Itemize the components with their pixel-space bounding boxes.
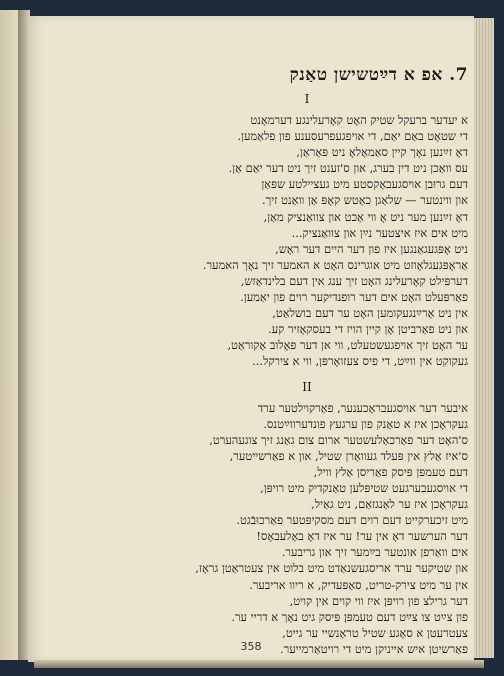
- stanza-2: [146, 400, 468, 658]
- poem-line: דער גרילצ פון רויפּן איז ווי קוים אין קויט,: [289, 593, 468, 608]
- page-block-edge: [474, 18, 494, 658]
- poem-line: אין ניט אַרײַנגעקומען האָט ער דעם בושלאַט,: [272, 306, 468, 321]
- poem-line: ס'איז אַלץ אין פּעלד געוואָרן שטיל, און א פאַרשייטער,: [229, 448, 468, 463]
- poem-line: אים וואַרפן אונטער בײַמער זיך און גריבער.: [281, 545, 468, 560]
- poem-line: דאָ זײַנען מער ניט אָ ווי אַכט און צוואַנציק מאַן,: [263, 209, 468, 224]
- poem-line: אַראָפּגעגלאָוזט מיט אוגרינס האָט א האמער זיך נאָך האמער.: [202, 257, 468, 272]
- section-numeral-1: I: [304, 92, 310, 106]
- book-bottom-edge: [34, 660, 484, 668]
- poem-line: און ווינטער — שלאַגן כאַטש קאָפּ אַן וואַנט זיך.: [262, 193, 468, 208]
- poem-line: פאַרפּעלט האָט אים דער רופנדיקער רוים פון יאַמען.: [240, 290, 468, 305]
- poem-line: איבער דער אויסגעבראָכענער, פאַרקוילטער ערד: [257, 400, 468, 415]
- poem-line: ניט אָפּגעגאַנגען איז פון דער היים דער ראָש,: [275, 241, 468, 256]
- poem-line: א יעדער ברעקל שטיק האָט קאָרעלינגע דערמאָנט: [250, 113, 468, 127]
- stanza-1: [146, 112, 468, 370]
- poem-line: געקראָכן איז ער לאַנגזאַם, ניט גאַיל,: [311, 497, 468, 512]
- section-numeral-2: II: [302, 379, 312, 394]
- poem-line: דעם גרוּבן אויסגעבאַקסטע מיט געציילטע שפּאַן: [261, 177, 468, 192]
- poem-line: דאָ זײַנען נאָך קיין סאַמאָלאָ ניט פּאַראַן,: [296, 145, 468, 160]
- poem-line: געקראָכן איז א טאַנק פון ערגעץ פונדערווײַטנס.: [263, 416, 468, 431]
- poem-line: מיט זיכערקייט דעם רוים דעם מסקיפּטער פאַרכוּבֿגט.: [236, 513, 468, 528]
- poem-line: עס וואַכן ניט דין בערג, און ס'זענט זיך ניט דער יאַם אַן.: [228, 161, 468, 176]
- poem-title: 7. אפ א דײַטשישן טאַנק: [289, 65, 468, 85]
- poem-line: צעטרעטן א סאָגע שטיל טראַנשיי ער גייט,: [282, 625, 468, 640]
- poem-line: די שטאָט באַם יאַם, די אויפגעפרעסענע פון פלאַמען.: [237, 129, 468, 144]
- book-page: [28, 16, 474, 662]
- poem-line: דעם טעמפּן פּיסק פאַריסן אַלץ וויל,: [313, 464, 468, 479]
- poem-line: דער הערשער דאָ אין ער! ער איז דאָ באַלעבאָס!: [256, 529, 468, 544]
- poem-line: און ניט פאַרביטן אָן קיין הויז די בעסקאָזיר קע.: [268, 322, 468, 337]
- poem-line: געקוקט אין ווײַט, די פיס צעזואָרפּן, ווי א צירקל...: [252, 354, 468, 369]
- poem: [146, 64, 468, 657]
- poem-line: ס'האָט דער פאַרכאַלעשטער ארום צום גאַנג זיך צוגעהערט,: [209, 432, 468, 447]
- poem-line: ער האָט זיך אויפגעשטעלט, ווי אן דער פּאָלוב אַקוראַט,: [227, 338, 468, 353]
- poem-line: די אויסגעבערגעט שטיפּלען טאַנקדיק מיט רויפּן,: [260, 480, 468, 495]
- poem-line: פאַרשיטן איש אייניקן מיט די רויטאַרמייער.: [279, 641, 468, 656]
- poem-line: מיט אים איז איצטער נײַן און צוואַנציק...: [291, 225, 468, 240]
- page-number: 358: [240, 640, 262, 653]
- poem-line: פון צײַט צו צײַט דעם טעמפּן פּיסק גיט נאָך א דריי ער.: [231, 609, 468, 624]
- poem-line: און שטיקער ערד אריסגעשנאַדט מיט בלוט אין צעטראַטן גראָז,: [195, 561, 468, 576]
- poem-line: אין ער מיט צירק-טריט, סאַפּעדיק, א ריוו אריבער.: [249, 577, 468, 592]
- left-page-edge: [0, 10, 20, 660]
- poem-line: דערפּילט קאָרעלינג האָט זיך ענג אין דעם בלינדאַזש,: [240, 273, 468, 288]
